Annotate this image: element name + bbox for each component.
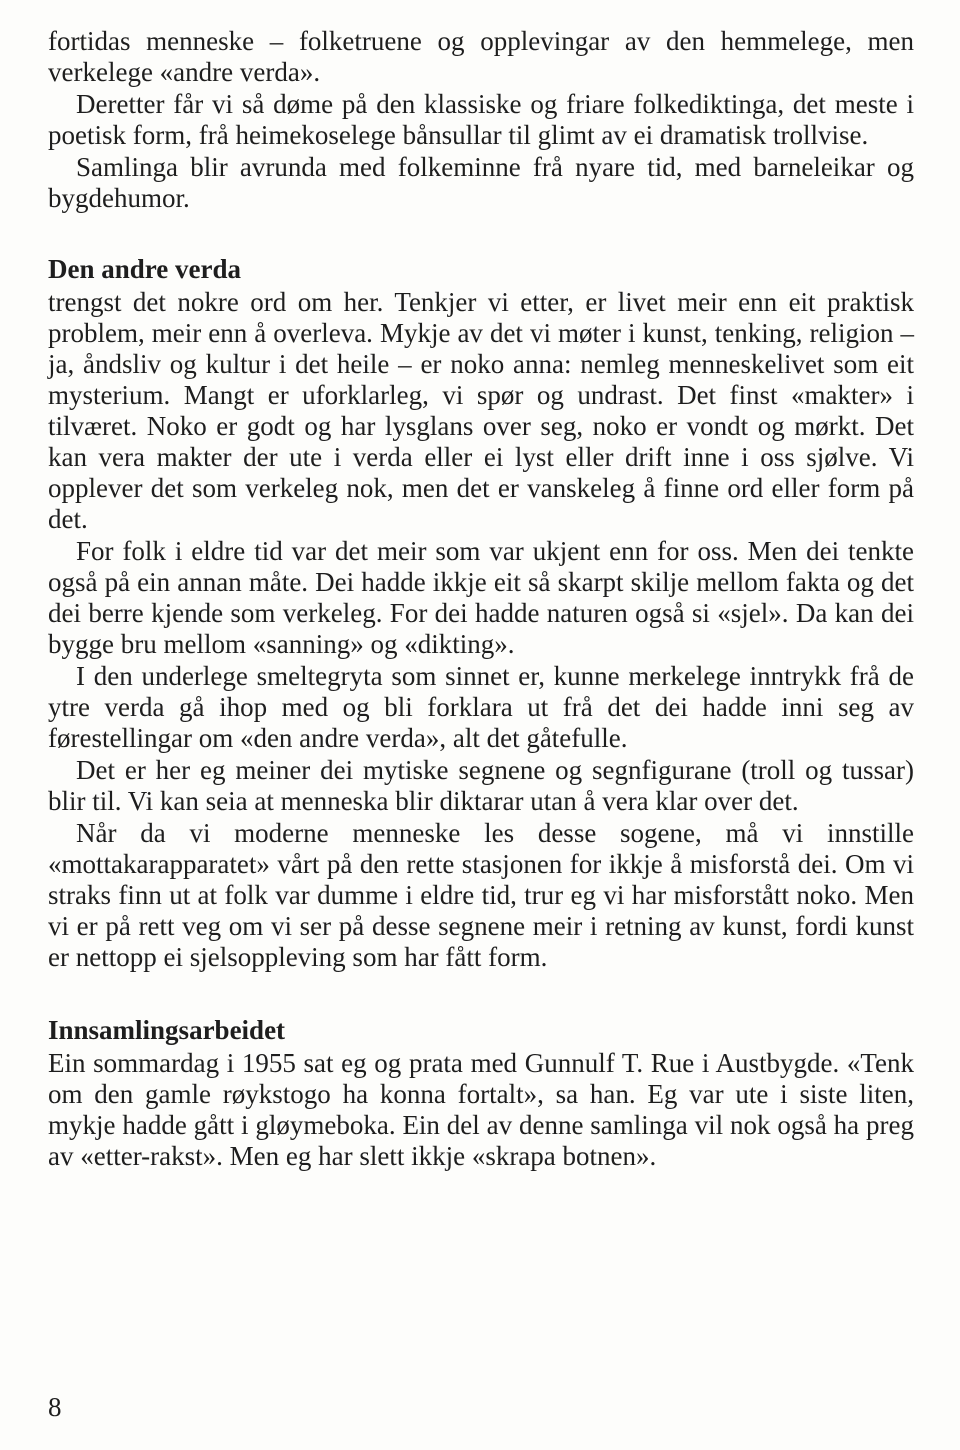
paragraph-andre-verda-3: I den underlege smeltegryta som sinnet er, kunne merkelege inntrykk frå de ytre verda gå ihop med og bli forklara ut frå det dei hadde inni seg av førestellingar om «den andre verda», alt det gåtefulle. [48,661,914,753]
paragraph-andre-verda-4: Det er her eg meiner dei mytiske segnene og segnfigurane (troll og tussar) blir til. Vi kan seia at menneska blir diktarar utan å vera klar over det. [48,755,914,816]
paragraph-intro-2: Deretter får vi så døme på den klassiske og friare folkediktinga, det meste i poetisk form, frå heimekoselege bånsullar til glimt av ei dramatisk trollvise. [48,89,914,150]
paragraph-andre-verda-2: For folk i eldre tid var det meir som var ukjent enn for oss. Men dei tenkte også på ein annan måte. Dei hadde ikkje eit så skarpt skilje mellom fakta og det dei berre kjende som verkeleg. For dei hadde naturen også si «sjel». Da kan dei bygge bru mellom «sanning» og «dikting». [48,536,914,659]
page-body [48,26,914,1172]
paragraph-andre-verda-5: Når da vi moderne menneske les desse sogene, må vi innstille «mottakarapparatet» vårt på den rette stasjonen for ikkje å misforstå dei. Om vi straks finn ut at folk var dumme i eldre tid, trur eg vi har misforstått noko. Men vi er på rett veg om vi ser på desse segnene meir i retning av kunst, fordi kunst er nettopp ei sjelsoppleving som har fått form. [48,818,914,972]
heading-den-andre-verda: Den andre verda [48,254,241,284]
paragraph-intro-1: fortidas menneske – folketruene og opplevingar av den hemmelege, men verkelege «andre verda». [48,26,914,87]
heading-innsamlingsarbeidet: Innsamlingsarbeidet [48,1015,286,1045]
page-number: 8 [48,1392,62,1422]
paragraph-intro-3: Samlinga blir avrunda med folkeminne frå nyare tid, med barneleikar og bygdehumor. [48,152,914,213]
paragraph-andre-verda-1: trengst det nokre ord om her. Tenkjer vi etter, er livet meir enn eit praktisk problem, meir enn å overleva. Mykje av det vi møter i kunst, tenking, religion – ja, åndsliv og kultur i det heile – er noko anna: nemleg menneskelivet som eit mysterium. Mangt er uforklarleg, vi spør og undrast. Det finst «makter» i tilværet. Noko er godt og har lysglans over seg, noko er vondt og mørkt. Det kan vera makter der ute i verda eller ei lyst eller drift inne i oss sjølve. Vi opplever det som verkeleg nok, men det er vanskeleg å finne ord eller form på det. [48,287,914,534]
paragraph-innsamling-1: Ein sommardag i 1955 sat eg og prata med Gunnulf T. Rue i Austbygde. «Tenk om den gamle røykstogo ha konna fortalt», sa han. Eg var ute i siste liten, mykje hadde gått i gløymeboka. Ein del av denne samlinga vil nok også ha preg av «etter-rakst». Men eg har slett ikkje «skrapa botnen». [48,1048,914,1171]
